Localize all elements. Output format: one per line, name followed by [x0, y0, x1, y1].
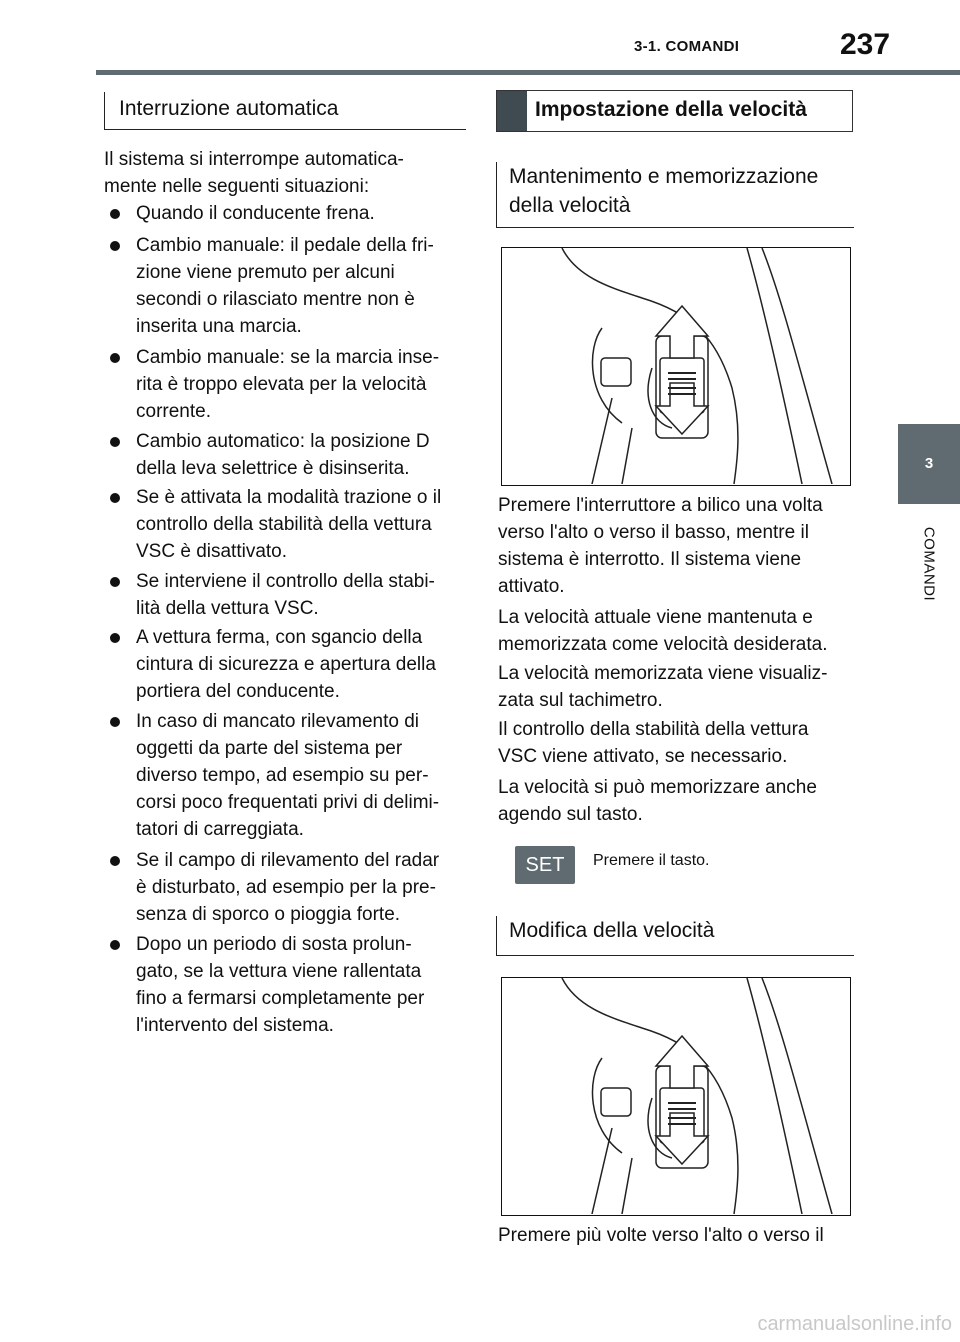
bullet-item [110, 931, 460, 1039]
paragraph-line: memorizzata come velocità desiderata. [498, 634, 828, 655]
paragraph [498, 716, 848, 770]
bullet-item [110, 344, 460, 425]
bullet-line: gato, se la vettura viene rallentata [136, 961, 422, 982]
subheading-line: della velocità [509, 194, 631, 217]
section-heading-interruzione: Interruzione automatica [104, 92, 466, 130]
bullet-line: Cambio manuale: il pedale della fri- [136, 235, 434, 256]
bullet-line: Se il campo di rilevamento del radar [136, 850, 440, 871]
intro-line: Il sistema si interrompe automatica- [104, 149, 404, 170]
bullet-dot-icon [110, 437, 120, 447]
paragraph-line: zata sul tachimetro. [498, 690, 663, 711]
bullet-item [110, 200, 460, 227]
bullet-dot-icon [110, 353, 120, 363]
bullet-line: fino a fermarsi completamente per [136, 988, 425, 1009]
bullet-item [110, 568, 460, 622]
bullet-line: Quando il conducente frena. [136, 203, 375, 224]
intro-line: mente nelle seguenti situazioni: [104, 176, 370, 197]
bullet-line: corsi poco frequentati privi di delimi- [136, 792, 440, 813]
bullet-dot-icon [110, 209, 120, 219]
chapter-label: COMANDI [920, 526, 938, 602]
bullet-dot-icon [110, 940, 120, 950]
steering-wheel-illustration [502, 978, 849, 1214]
bullet-dot-icon [110, 717, 120, 727]
paragraph [498, 774, 848, 828]
section-heading-impostazione [496, 90, 853, 132]
subheading-line: Modifica della velocità [509, 919, 715, 942]
paragraph [498, 492, 848, 600]
bullet-line: Se interviene il controllo della stabi- [136, 571, 435, 592]
bullet-line: portiera del conducente. [136, 681, 340, 702]
bullet-line: tatori di carreggiata. [136, 819, 304, 840]
bullet-line: cintura di sicurezza e apertura della [136, 654, 436, 675]
paragraph-line: sistema è interrotto. Il sistema viene [498, 549, 802, 570]
paragraph-line: attivato. [498, 576, 565, 597]
steering-switch-figure [501, 247, 851, 486]
steering-switch-figure [501, 977, 851, 1216]
page-number: 237 [840, 28, 891, 61]
paragraph-line: verso l'alto o verso il basso, mentre il [498, 522, 809, 543]
bullet-item [110, 708, 460, 843]
paragraph-line: agendo sul tasto. [498, 804, 643, 825]
bullet-item [110, 484, 460, 565]
bullet-line: corrente. [136, 401, 211, 422]
steering-wheel-illustration [502, 248, 849, 484]
paragraph-line: La velocità si può memorizzare anche [498, 777, 817, 798]
chapter-tab: 3 [898, 424, 960, 504]
heading-text: Impostazione della velocità [535, 98, 807, 121]
bullet-line: VSC è disattivato. [136, 541, 288, 562]
paragraph-line: Il controllo della stabilità della vettura [498, 719, 809, 740]
bullet-dot-icon [110, 241, 120, 251]
bullet-dot-icon [110, 856, 120, 866]
bullet-dot-icon [110, 577, 120, 587]
paragraph-line: Premere l'interruttore a bilico una volta [498, 495, 823, 516]
paragraph-line: Premere più volte verso l'alto o verso il [498, 1225, 824, 1246]
bullet-dot-icon [110, 633, 120, 643]
paragraph-line: La velocità memorizzata viene visualiz- [498, 663, 828, 684]
paragraph [498, 660, 848, 714]
bullet-dot-icon [110, 493, 120, 503]
watermark: carmanualsonline.info [757, 1313, 952, 1335]
bullet-item [110, 624, 460, 705]
bullet-line: della leva selettrice è disinserita. [136, 458, 410, 479]
bullet-line: lità della vettura VSC. [136, 598, 319, 619]
paragraph-line: La velocità attuale viene mantenuta e [498, 607, 813, 628]
bullet-line: rita è troppo elevata per la velocità [136, 374, 427, 395]
bullet-line: oggetti da parte del sistema per [136, 738, 403, 759]
bullet-line: zione viene premuto per alcuni [136, 262, 395, 283]
paragraph [498, 604, 848, 658]
subheading-line: Mantenimento e memorizzazione [509, 165, 819, 188]
subheading-mantenimento [496, 162, 854, 228]
header-section-title: 3-1. COMANDI [634, 38, 740, 55]
bullet-line: diverso tempo, ad esempio su per- [136, 765, 429, 786]
bullet-line: l'intervento del sistema. [136, 1015, 334, 1036]
subheading-modifica [496, 916, 854, 956]
bullet-line: A vettura ferma, con sgancio della [136, 627, 423, 648]
bullet-line: inserita una marcia. [136, 316, 302, 337]
heading-bar [497, 91, 527, 131]
set-button: SET [515, 846, 575, 884]
bullet-item [110, 232, 460, 340]
bullet-line: secondi o rilasciato mentre non è [136, 289, 415, 310]
bullet-line: senza di sporco o pioggia forte. [136, 904, 401, 925]
set-button-caption: Premere il tasto. [593, 852, 710, 869]
header-rule [96, 70, 960, 75]
bullet-line: è disturbato, ad esempio per la pre- [136, 877, 436, 898]
bullet-item [110, 847, 460, 928]
bullet-line: Cambio automatico: la posizione D [136, 431, 430, 452]
bullet-line: In caso di mancato rilevamento di [136, 711, 420, 732]
paragraph-line: VSC viene attivato, se necessario. [498, 746, 788, 767]
bullet-line: controllo della stabilità della vettura [136, 514, 432, 535]
bullet-item [110, 428, 460, 482]
bullet-line: Cambio manuale: se la marcia inse- [136, 347, 440, 368]
bullet-line: Se è attivata la modalità trazione o il [136, 487, 442, 508]
bullet-line: Dopo un periodo di sosta prolun- [136, 934, 412, 955]
